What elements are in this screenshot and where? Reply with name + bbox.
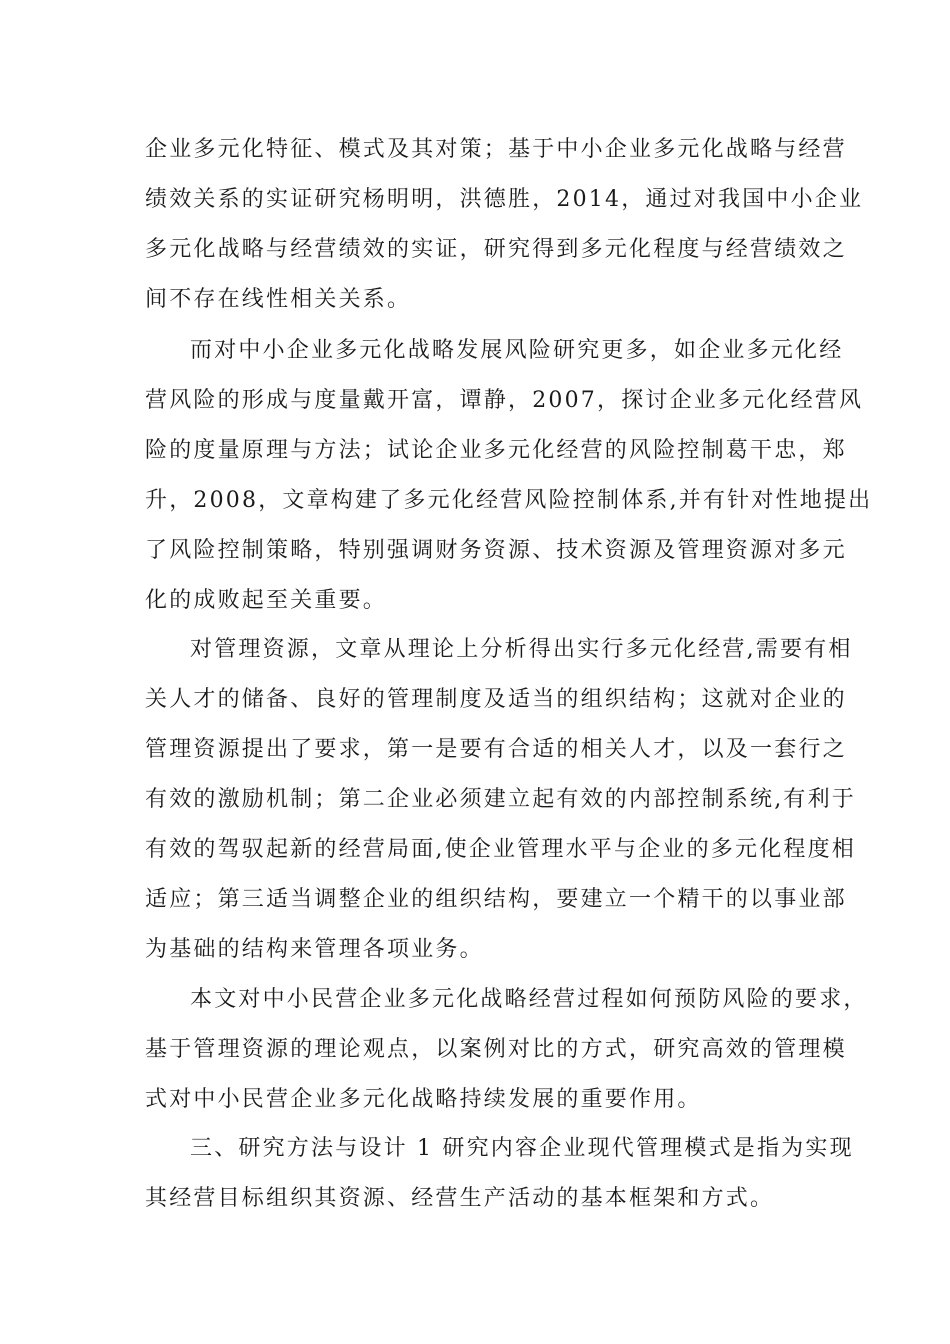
paragraph-5-line-2: 其经营目标组织其资源、经营生产活动的基本框架和方式。 (145, 1186, 775, 1211)
paragraph-2-line-2: 营风险的形成与度量戴开富，谭静，2007，探讨企业多元化经营风 (145, 388, 864, 413)
paragraph-3-line-3: 管理资源提出了要求，第一是要有合适的相关人才，以及一套行之 (145, 737, 847, 762)
paragraph-2-line-4: 升，2008，文章构建了多元化经营风险控制体系,并有针对性地提出 (145, 488, 873, 513)
paragraph-5-line-1: 三、研究方法与设计 1 研究内容企业现代管理模式是指为实现 (190, 1136, 854, 1161)
paragraph-2-line-3: 险的度量原理与方法；试论企业多元化经营的风险控制葛干忠，郑 (145, 438, 847, 463)
paragraph-3-line-1: 对管理资源，文章从理论上分析得出实行多元化经营,需要有相 (190, 637, 853, 662)
paragraph-3-line-2: 关人才的储备、良好的管理制度及适当的组织结构；这就对企业的 (145, 687, 847, 712)
paragraph-3-line-6: 适应；第三适当调整企业的组织结构，要建立一个精干的以事业部 (145, 887, 847, 912)
paragraph-1-line-4: 间不存在线性相关关系。 (145, 287, 412, 312)
paragraph-4-line-1: 本文对中小民营企业多元化战略经营过程如何预防风险的要求， (190, 987, 868, 1012)
paragraph-1-line-3: 多元化战略与经营绩效的实证，研究得到多元化程度与经营绩效之 (145, 237, 847, 262)
paragraph-4-line-2: 基于管理资源的理论观点，以案例对比的方式，研究高效的管理模 (145, 1037, 847, 1062)
paragraph-1-line-2: 绩效关系的实证研究杨明明，洪德胜，2014，通过对我国中小企业 (145, 187, 864, 212)
paragraph-2-line-5: 了风险控制策略，特别强调财务资源、技术资源及管理资源对多元 (145, 538, 847, 563)
paragraph-2-line-1: 而对中小企业多元化战略发展风险研究更多，如企业多元化经 (190, 338, 844, 363)
paragraph-4-line-3: 式对中小民营企业多元化战略持续发展的重要作用。 (145, 1087, 702, 1112)
paragraph-3-line-7: 为基础的结构来管理各项业务。 (145, 937, 484, 962)
paragraph-3-line-5: 有效的驾驭起新的经营局面,使企业管理水平与企业的多元化程度相 (145, 837, 856, 862)
paragraph-1-line-1: 企业多元化特征、模式及其对策；基于中小企业多元化战略与经营 (145, 137, 847, 162)
paragraph-2-line-6: 化的成败起至关重要。 (145, 588, 388, 613)
paragraph-3-line-4: 有效的激励机制；第二企业必须建立起有效的内部控制系统,有利于 (145, 787, 856, 812)
